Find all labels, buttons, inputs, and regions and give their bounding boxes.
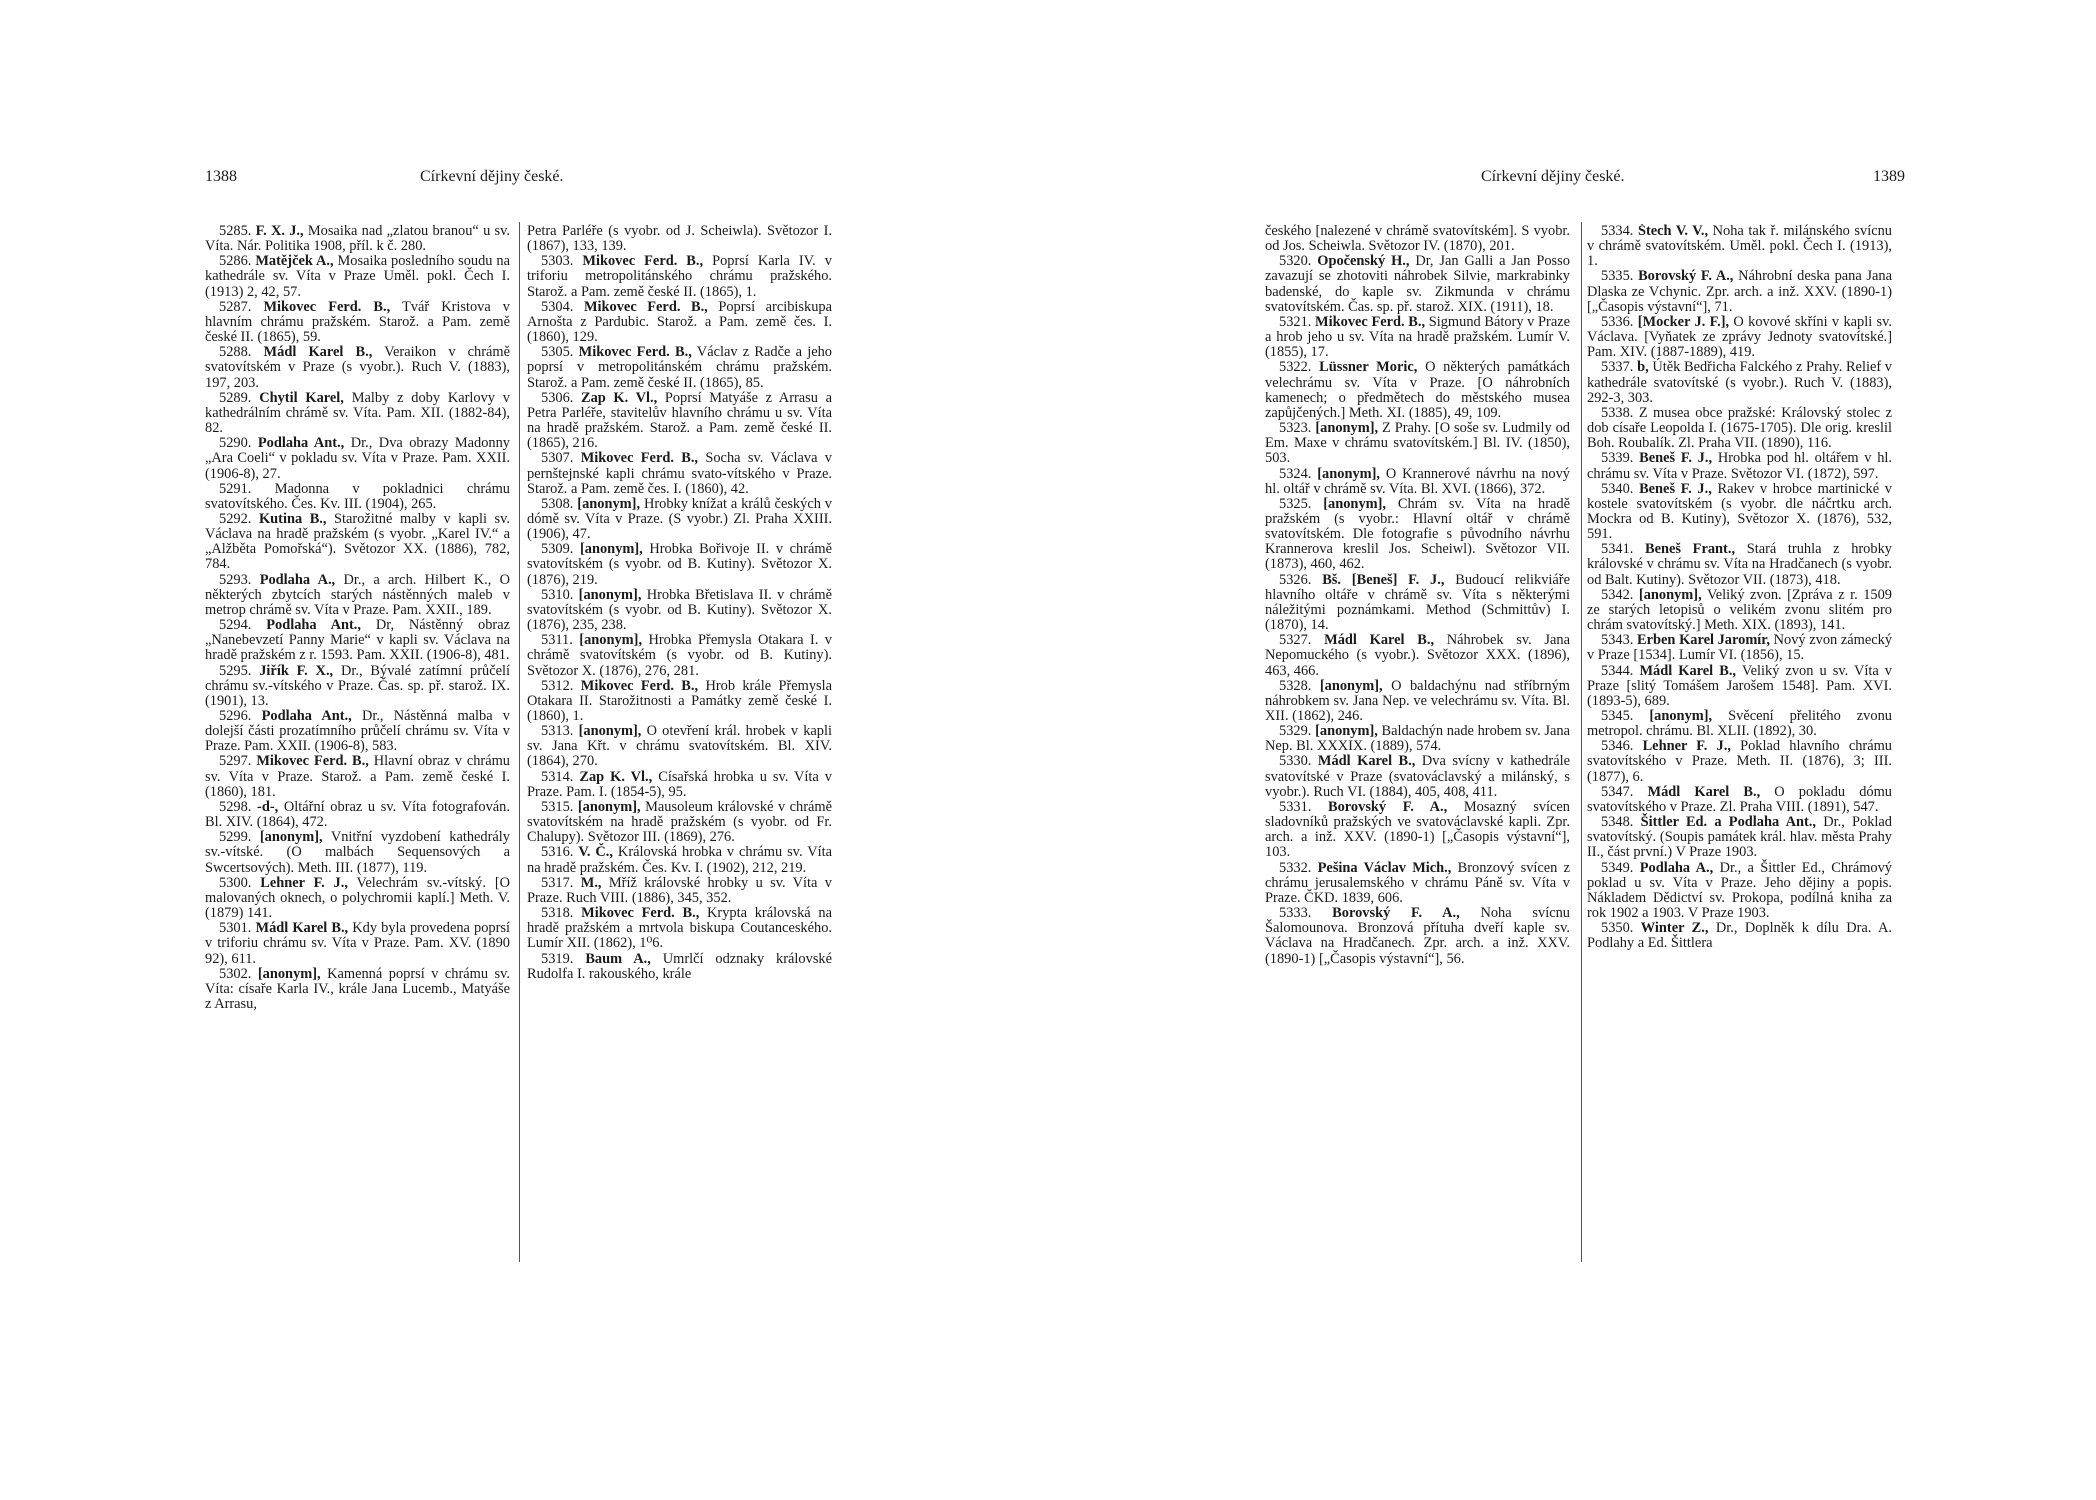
entry-author: [anonym], [580, 541, 643, 558]
entry-author: Mikovec Ferd. B., [580, 450, 699, 467]
entry-text: Malby z doby Karlovy v kathedrálním chrámě sv. Víta. Pam. XII. (1882-84), 82. [205, 389, 510, 437]
bibliography-entry [527, 633, 832, 678]
entry-text: Dr., Doplněk k dílu Dra. A. Podlahy a Ed. Šittlera [1587, 920, 1892, 952]
entry-text: Veraikon v chrámě svatovítském v Praze (s vyobr.). Ruch V. (1883), 197, 203. [205, 344, 510, 391]
entry-number: 5313. [541, 723, 574, 740]
bibliography-entry [205, 830, 510, 875]
entry-number: 5320. [1279, 253, 1312, 270]
entry-text: Svěcení přelitého zvonu metropol. chrámu. Bl. XLII. (1892), 30. [1587, 708, 1892, 740]
entry-text: O některých památkách velechrámu sv. Víta v Praze. [O náhrobních kamenech; o předmětech do městského musea zapůjčených.] Meth. XI. (1885), 49, 109. [1265, 359, 1570, 421]
bibliography-entry [1265, 754, 1570, 799]
entry-author: [anonym], [1319, 677, 1383, 694]
entry-text: Noha tak ř. milánského svícnu v chrámě svatovítském. Uměl. pokl. Čech I. (1913), 1. [1587, 224, 1892, 270]
entry-text: Kamenná poprsí v chrámu sv. Víta: císaře Karla IV., krále Jana Lucemb., Matyáše z Arrasu, [205, 965, 510, 1012]
entry-author: [anonym], [1323, 495, 1387, 512]
bibliography-entry [1587, 315, 1892, 360]
entry-number: 5349. [1601, 859, 1634, 876]
entry-number: 5308. [541, 495, 574, 512]
entry-author: Mádl Karel B., [1647, 783, 1761, 800]
entry-text: Madonna v pokladnici chrámu svatovítského. Čes. Kv. III. (1904), 265. [205, 480, 510, 512]
entry-author: Matějček A., [255, 253, 334, 270]
entry-text: O kovové skříni v kapli sv. Václava. [Vyňatek ze zprávy Jednoty svatovítské.] Pam. XIV. (1887-1889), 419. [1587, 313, 1892, 361]
column-divider [1581, 222, 1582, 1262]
entry-number: 5312. [541, 677, 574, 694]
entry-number: 5332. [1279, 859, 1312, 876]
bibliography-entry [527, 542, 832, 587]
bibliography-entry [527, 679, 832, 724]
entry-text: Rakev v hrobce martinické v kostele svatovítském (s vyobr. dle náčrtku arch. Mockra od B. Kutiny), Světozor X. (1876), 532, 591. [1587, 480, 1892, 543]
entry-author: Lehner F. J., [260, 874, 348, 891]
entry-text: Poprsí arcibiskupa Arnošta z Pardubic. Starož. a Pam. země čes. I. (1860), 129. [527, 298, 832, 346]
entry-text: Velechrám sv.-vítský. [O malovaných oknech, o polychromii kaplí.] Meth. V. (1879) 141. [205, 874, 510, 922]
right-page [1265, 0, 1905, 1500]
entry-text: Hrobka Břetislava II. v chrámě svatovítském (s vyobr. od B. Kutiny). Světozor X. (1876), 235, 238. [527, 586, 832, 634]
entry-text: Císařská hrobka u sv. Víta v Praze. Pam. I. (1854-5), 95. [527, 768, 832, 800]
entry-number: 5344. [1601, 662, 1634, 679]
entry-number: 5294. [219, 617, 252, 634]
entry-author: Podlaha A., [1639, 859, 1714, 876]
running-title: Církevní dějiny české. [420, 168, 564, 185]
entry-text: Hrob krále Přemysla Otakara II. Starožitnosti a Památky země české I. (1860), 1. [527, 677, 832, 724]
entry-number: 5310. [541, 586, 574, 603]
entry-text: Stará truhla z hrobky královské v chrámu sv. Víta na Hradčanech (s vyobr. od Balt. Kutiny). Světozor VII. (1873), 418. [1587, 541, 1892, 588]
entry-text: Náhrobní deska pana Jana Dlaska ze Vchynic. Zpr. arch. a inž. XXV. (1890-1) [„Časopis výstavní“], 71. [1587, 268, 1892, 315]
entry-number: 5307. [541, 450, 574, 467]
bibliography-entry [1265, 633, 1570, 678]
entry-text: Hrobka Přemysla Otakara I. v chrámě svatovítském (s vyobr. od B. Kutiny). Světozor X. (1876), 276, 281. [527, 632, 832, 679]
bibliography-entry [1265, 224, 1570, 254]
entry-number: 5314. [541, 768, 574, 785]
entry-number: 5341. [1601, 541, 1634, 558]
entry-number: 5317. [541, 874, 574, 891]
entry-author: Mikovec Ferd. B., [581, 905, 700, 922]
bibliography-entry [205, 512, 510, 573]
entry-text: Umrlčí odznaky královské Rudolfa I. rakouského, krále [527, 950, 832, 982]
entry-author: [anonym], [1649, 708, 1713, 724]
entry-number: 5348. [1601, 814, 1634, 831]
entry-text: Útěk Bedřicha Falckého z Prahy. Relief v kathedrále svatovítské (s vyobr.). Ruch V. (1883), 292-3, 303. [1587, 359, 1892, 406]
running-title: Církevní dějiny české. [1481, 168, 1625, 185]
entry-number: 5318. [541, 905, 574, 922]
page-header [1265, 168, 1905, 192]
entry-text: Hrobka Bořivoje II. v chrámě svatovítském (s vyobr. od B. Kutiny). Světozor X. (1876), 219. [527, 541, 832, 588]
entry-author: Mádl Karel B., [1639, 662, 1737, 679]
bibliography-entry [527, 845, 832, 875]
entry-number: 5285. [219, 224, 252, 239]
entry-number: 5325. [1279, 495, 1312, 512]
bibliography-entry [205, 224, 510, 254]
entry-text: Poprsí Matyáše z Arrasu a Petra Parléře, stavitelův hlavního chrámu u sv. Víta na hradě pražském. Starož. a Pam. země české II. (1865), 216. [527, 389, 832, 452]
bibliography-entry [205, 754, 510, 799]
entry-author: V. Č., [578, 844, 613, 861]
entry-number: 5293. [219, 571, 252, 588]
entry-text: Mosaika nad „zlatou branou“ u sv. Víta. Nár. Politika 1908, příl. k č. 280. [205, 224, 510, 255]
bibliography-entry [1587, 224, 1892, 269]
entry-text: Hlavní obraz v chrámu sv. Víta v Praze. Starož. a Pam. země české I. (1860), 181. [205, 753, 510, 800]
bibliography-entry [527, 952, 832, 982]
bibliography-entry [205, 967, 510, 1012]
entry-author: Beneš Frant., [1645, 541, 1736, 558]
entry-number: 5345. [1601, 708, 1634, 724]
entry-number: 5322. [1279, 359, 1312, 376]
entry-author: Podlaha Ant., [261, 708, 352, 724]
entry-number: 5336. [1601, 313, 1634, 330]
entry-author: Mikovec Ferd. B., [582, 253, 704, 270]
entry-number: 5316. [541, 844, 574, 861]
entry-text: Socha sv. Václava v pernštejnské kapli chrámu svato-vítského v Praze. Starož. a Pam. země čes. I. (1860), 42. [527, 450, 832, 497]
bibliography-entry [1265, 254, 1570, 315]
entry-author: Mádl Karel B., [1317, 753, 1416, 770]
bibliography-entry [1265, 906, 1570, 967]
bibliography-entry [527, 800, 832, 845]
entry-number: 5297. [219, 753, 252, 770]
bibliography-entry [205, 300, 510, 345]
bibliography-entry [205, 345, 510, 390]
entry-author: Chytil Karel, [259, 389, 344, 406]
entry-text: Krypta královská na hradě pražském a mrtvola biskupa Coutanceského. Lumír XII. (1862), 1⁰6. [527, 905, 832, 952]
bibliography-entry [527, 497, 832, 542]
entry-text: Vnitřní vyzdobení kathedrály sv.-vítské. (O malbách Sequensových a Swcertsových). Meth. III. (1877), 119. [205, 829, 510, 876]
entry-number: 5303. [541, 253, 574, 270]
column-divider [519, 222, 520, 1262]
bibliography-entry [527, 770, 832, 800]
entry-number: 5340. [1601, 480, 1634, 497]
entry-author: b, [1637, 359, 1649, 376]
bibliography-entry [205, 800, 510, 830]
entry-text: Dr., Dva obrazy Madonny „Ara Coeli“ v pokladu sv. Víta v Praze. Pam. XXII. (1906-8), 27. [205, 435, 510, 482]
bibliography-entry [1265, 360, 1570, 421]
bibliography-entry [205, 921, 510, 966]
entry-author: Mádl Karel B., [255, 920, 349, 937]
entry-number: 5305. [541, 344, 574, 361]
entry-number: 5301. [219, 920, 252, 937]
entry-author: F. X. J., [255, 224, 304, 239]
entry-author: Mikovec Ferd. B., [263, 298, 391, 315]
entry-number: 5291. [219, 480, 252, 497]
entry-text: Dr., a arch. Hilbert K., O některých zbytcích starých nástěnných maleb v metrop chrámě sv. Víta v Praze. Pam. XXII., 189. [205, 571, 510, 618]
entry-text: Baldachýn nade hrobem sv. Jana Nep. Bl. XXXIX. (1889), 574. [1265, 723, 1570, 755]
column [527, 224, 832, 1264]
entry-number: 5309. [541, 541, 574, 558]
column [205, 224, 510, 1264]
entry-author: [anonym], [579, 632, 643, 649]
entry-text: O baldachýnu nad stříbrným náhrobkem sv. Jana Nep. ve velechrámu sv. Víta. Bl. XII. (1862), 246. [1265, 677, 1570, 724]
bibliography-entry [1587, 406, 1892, 451]
bibliography-entry [1587, 633, 1892, 663]
bibliography-entry [1587, 709, 1892, 739]
entry-number: 5333. [1279, 905, 1312, 922]
entry-text: Kdy byla provedena poprsí v triforiu chrámu sv. Víta v Praze. Pam. XV. (1890 92), 611. [205, 920, 510, 967]
bibliography-entry [1265, 861, 1570, 906]
bibliography-entry [527, 876, 832, 906]
entry-text: Nový zvon zámecký v Praze [1534]. Lumír VI. (1856), 15. [1587, 632, 1892, 664]
entry-number: 5290. [219, 435, 252, 452]
page-number: 1389 [1873, 168, 1905, 185]
entry-text: Veliký zvon. [Zpráva z r. 1509 ze starých letopisů o velikém zvonu slitém pro chrám svatovítský.] Meth. XIX. (1893), 141. [1587, 586, 1892, 634]
bibliography-entry [1265, 497, 1570, 573]
entry-number: 5287. [219, 298, 252, 315]
bibliography-entry [527, 224, 832, 254]
entry-author: Mikovec Ferd. B., [578, 344, 692, 361]
entry-author: [Mocker J. F.], [1637, 313, 1730, 330]
entry-author: Opočenský H., [1317, 253, 1410, 270]
entry-text: Václav z Radče a jeho poprsí v metropolitánském chrámu pražském. Starož. a Pam. země české II. (1865), 85. [527, 344, 832, 391]
entry-author: M., [580, 874, 602, 891]
entry-text: Královská hrobka v chrámu sv. Víta na hradě pražském. Čes. Kv. I. (1902), 212, 219. [527, 844, 832, 876]
entry-number: 5337. [1601, 359, 1634, 376]
page-number: 1388 [205, 168, 237, 185]
entry-number: 5319. [541, 950, 574, 967]
entry-author: [anonym], [578, 723, 642, 740]
bibliography-entry [527, 391, 832, 452]
entry-author: [anonym], [1315, 420, 1379, 437]
entry-author: Baum A., [585, 950, 651, 967]
entry-author: Lehner F. J., [1642, 738, 1731, 755]
bibliography-entry [527, 254, 832, 299]
entry-text: Poklad hlavního chrámu svatovítského v Praze. Meth. II. (1876), 3; III. (1877), 6. [1587, 738, 1892, 785]
bibliography-entry [1587, 360, 1892, 405]
bibliography-entry [1265, 800, 1570, 861]
bibliography-entry [527, 724, 832, 769]
entry-author: Podlaha Ant., [257, 435, 345, 452]
bibliography-entry [1587, 664, 1892, 709]
entry-number: 5315. [541, 798, 574, 815]
bibliography-entry [1587, 921, 1892, 951]
entry-number: 5311. [541, 632, 573, 649]
entry-number: 5304. [541, 298, 574, 315]
entry-author: Lüssner Moric, [1319, 359, 1418, 376]
entry-text: Hrobky knížat a králů českých v dómě sv. Víta v Praze. (S vyobr.) Zl. Praha XXIII. (1906), 47. [527, 495, 832, 543]
entry-author: [anonym], [577, 495, 641, 512]
entry-text: Tvář Kristova v hlavním chrámu pražském. Starož. a Pam. země české II. (1865), 59. [205, 298, 510, 346]
entry-number: 5324. [1279, 465, 1312, 482]
bibliography-entry [1265, 679, 1570, 724]
column [1265, 224, 1570, 1264]
entry-text: Mříž královské hrobky u sv. Víta v Praze. Ruch VIII. (1886), 345, 352. [527, 874, 832, 906]
entry-number: 5323. [1279, 420, 1312, 437]
entry-number: 5326. [1279, 571, 1312, 588]
entry-text: Budoucí relikviáře hlavního oltáře v chrámě sv. Víta s některými náležitými poznámkami. Method (Schmittův) I. (1870), 14. [1265, 571, 1570, 634]
entry-author: Mikovec Ferd. B., [583, 298, 708, 315]
entry-author: [anonym], [259, 829, 323, 846]
bibliography-entry [205, 391, 510, 436]
entry-author: -d-, [257, 798, 279, 815]
entry-number: 5347. [1601, 783, 1634, 800]
bibliography-entry [527, 300, 832, 345]
entry-number: 5343. [1601, 632, 1634, 649]
entry-text: Sigmund Bátory v Praze a hrob jeho u sv. Víta na hradě pražském. Lumír V. (1855), 17. [1265, 313, 1570, 361]
bibliography-entry [1587, 482, 1892, 543]
bibliography-entry [205, 436, 510, 481]
bibliography-entry [527, 588, 832, 633]
bibliography-entry [1587, 542, 1892, 587]
column [1587, 224, 1892, 1264]
entry-text: Poprsí Karla IV. v triforiu metropolitánského chrámu pražského. Starož. a Pam. země české II. (1865), 1. [527, 253, 832, 300]
entry-author: Mádl Karel B., [263, 344, 373, 361]
entry-number: 5329. [1279, 723, 1312, 740]
entry-number: 5350. [1601, 920, 1634, 937]
entry-author: Jiřík F. X., [259, 662, 334, 679]
bibliography-entry [1587, 785, 1892, 815]
bibliography-entry [205, 482, 510, 512]
entry-number: 5327. [1279, 632, 1312, 649]
entry-text: O otevření král. hrobek v kapli sv. Jana Křt. v chrámu svatovítském. Bl. XIV. (1864), 270. [527, 723, 832, 770]
entry-text: Náhrobek sv. Jana Nepomuckého (s vyobr.). Světozor XXX. (1896), 463, 466. [1265, 632, 1570, 679]
entry-author: Pešina Václav Mich., [1317, 859, 1452, 876]
entry-number: 5334. [1601, 224, 1634, 239]
entry-text: Dr, Nástěnný obraz „Nanebevzetí Panny Marie“ v kapli sv. Václava na hradě pražském z r. 1593. Pam. XXII. (1906-8), 481. [205, 617, 510, 664]
entry-text: O pokladu dómu svatovítského v Praze. Zl. Praha VIII. (1891), 547. [1587, 783, 1892, 815]
entry-number: 5330. [1279, 753, 1312, 770]
entry-text: Mosaika posledního soudu na kathedrále sv. Víta v Praze Uměl. pokl. Čech I. (1913) 2, 42, 57. [205, 253, 510, 300]
entry-number: 5299. [219, 829, 252, 846]
entry-number: 5302. [219, 965, 252, 982]
entry-text: Mausoleum královské v chrámě svatovítském na hradě pražském (s vyobr. od Fr. Chalupy). Světozor III. (1869), 276. [527, 798, 832, 846]
entry-author: [anonym], [577, 798, 641, 815]
entry-author: [anonym], [1315, 723, 1378, 740]
entry-number: 5306. [541, 389, 574, 406]
entry-text: Dr., Bývalé zatímní průčelí chrámu sv.-vítského v Praze. Čas. sp. př. starož. IX. (1901), 13. [205, 662, 510, 709]
bibliography-entry [205, 876, 510, 921]
bibliography-entry [1265, 315, 1570, 360]
entry-text: Dr, Jan Galli a Jan Posso zavazují se zhotoviti náhrobek Silvie, markrabinky badenské, do kaple sv. Zikmunda v chrámu svatovítském. Čas. sp. př. starož. XIX. (1911), 18. [1265, 253, 1570, 315]
entry-author: Podlaha Ant., [266, 617, 362, 634]
bibliography-entry [1587, 451, 1892, 481]
entry-author: Mikovec Ferd. B., [580, 677, 699, 694]
bibliography-entry [1587, 269, 1892, 314]
entry-author: Mádl Karel B., [1324, 632, 1435, 649]
entry-author: Winter Z., [1640, 920, 1709, 937]
bibliography-entry [205, 709, 510, 754]
bibliography-entry [205, 618, 510, 663]
bibliography-entry [1587, 861, 1892, 922]
bibliography-entry [527, 345, 832, 390]
entry-number: 5300. [219, 874, 252, 891]
entry-number: 5295. [219, 662, 252, 679]
entry-author: Borovský F. A., [1328, 798, 1448, 815]
entry-author: Beneš F. J., [1639, 480, 1712, 497]
entry-number: 5328. [1279, 677, 1312, 694]
entry-text: Dr., Nástěnná malba v dolejší části prozatímního průčelí chrámu sv. Víta v Praze. Pam. XXII. (1906-8), 583. [205, 708, 510, 755]
entry-number: 5292. [219, 510, 252, 527]
entry-number: 5289. [219, 389, 252, 406]
bibliography-entry [1587, 739, 1892, 784]
entry-text: Mosazný svícen sladovníků pražských ve svatováclavské kapli. Zpr. arch. a inž. XXV. (1890-1) [„Časopis výstavní“], 103. [1265, 798, 1570, 861]
entry-author: [anonym], [1317, 465, 1381, 482]
entry-number: 5321. [1279, 313, 1312, 330]
entry-text: O Krannerové návrhu na nový hl. oltář v chrámě sv. Víta. Bl. XVI. (1866), 372. [1265, 465, 1570, 497]
entry-author: Mikovec Ferd. B., [256, 753, 369, 770]
entry-author: [anonym], [1638, 586, 1702, 603]
left-page [205, 0, 843, 1500]
entry-author: [anonym], [578, 586, 642, 603]
entry-text: Oltářní obraz u sv. Víta fotografován. Bl. XIV. (1864), 472. [205, 798, 510, 831]
bibliography-entry [205, 254, 510, 299]
entry-author: Zap K. Vl., [579, 768, 653, 785]
entry-number: 5335. [1601, 268, 1634, 285]
entry-text: Chrám sv. Víta na hradě pražském (s vyobr.: Hlavní oltář v chrámě svatovítském. Dle fotografie s původního návrhu Krannerova kreslil Jos. Scheiwl). Světozor VII. (1873), 460, 462. [1265, 495, 1570, 573]
entry-number: 5296. [219, 708, 252, 724]
entry-number: 5339. [1601, 450, 1634, 467]
bibliography-entry [1265, 467, 1570, 497]
entry-author: Borovský F. A., [1638, 268, 1734, 285]
entry-author: Erben Karel Jaromír, [1637, 632, 1770, 649]
entry-text: Starožitné malby v kapli sv. Václava na hradě pražském (s vyobr. „Karel IV.“ a „Alžběta Pomořská“). Světozor XX. (1886), 782, 784. [205, 510, 510, 573]
entry-number: 5288. [219, 344, 252, 361]
page-header [205, 168, 843, 192]
entry-author: Beneš F. J., [1639, 450, 1713, 467]
entry-text: Dr., a Šittler Ed., Chrámový poklad u sv. Víta v Praze. Jeho dějiny a popis. Nákladem Dědictví sv. Prokopa, podílná kniha za rok 1902 a 1903. V Praze 1903. [1587, 859, 1892, 922]
entry-author: Borovský F. A., [1332, 905, 1460, 922]
bibliography-entry [1587, 588, 1892, 633]
bibliography-entry [1265, 573, 1570, 634]
entry-text: Noha svícnu Šalomounova. Bronzová přítuha dveří kaple sv. Václava na Hradčanech. Zpr. arch. a inž. XXV. (1890-1) [„Časopis výstavní“], 56. [1265, 905, 1570, 967]
entry-text: Petra Parléře (s vyobr. od J. Scheiwla). Světozor I. (1867), 133, 139. [527, 224, 832, 255]
entry-author: Podlaha A., [259, 571, 336, 588]
bibliography-entry [1265, 421, 1570, 466]
entry-author: Kutina B., [258, 510, 327, 527]
entry-author: Šittler Ed. a Podlaha Ant., [1640, 814, 1816, 831]
entry-number: 5342. [1601, 586, 1634, 603]
bibliography-entry [205, 573, 510, 618]
entry-text: Dva svícny v kathedrále svatovítské v Praze (svatováclavský a milánský, s vyobr.). Ruch VI. (1884), 405, 408, 411. [1265, 753, 1570, 800]
bibliography-entry [527, 906, 832, 951]
entry-number: 5286. [219, 253, 252, 270]
entry-text: Dr., Poklad svatovítský. (Soupis památek král. hlav. města Prahy II., část první.) V Praze 1903. [1587, 814, 1892, 861]
entry-text: Bronzový svícen z chrámu jerusalemského v chrámu Páně sv. Víta v Praze. ČKD. 1839, 606. [1265, 859, 1570, 906]
entry-text: českého [nalezené v chrámě svatovítském]. S vyobr. od Jos. Scheiwla. Světozor IV. (1870), 201. [1265, 224, 1570, 255]
entry-author: Mikovec Ferd. B., [1315, 313, 1426, 330]
entry-author: [anonym], [257, 965, 321, 982]
bibliography-entry [1587, 815, 1892, 860]
entry-number: 5338. [1601, 404, 1634, 421]
entry-author: Zap K. Vl., [581, 389, 658, 406]
entry-text: Z musea obce pražské: Královský stolec z dob císaře Leopolda I. (1675-1705). Dle orig. kreslil Boh. Roubalík. Zl. Praha VII. (1890), 116. [1587, 404, 1892, 452]
bibliography-entry [527, 451, 832, 496]
entry-author: Bš. [Beneš] F. J., [1322, 571, 1445, 588]
entry-number: 5346. [1601, 738, 1634, 755]
entry-number: 5331. [1279, 798, 1312, 815]
entry-text: Z Prahy. [O soše sv. Ludmily od Em. Maxe v chrámu svatovítském.] Bl. IV. (1850), 503. [1265, 420, 1570, 467]
entry-text: Veliký zvon u sv. Víta v Praze [slitý Tomášem Jarošem 1548]. Pam. XVI. (1893-5), 689. [1587, 662, 1892, 709]
entry-text: Hrobka pod hl. oltářem v hl. chrámu sv. Víta v Praze. Světozor VI. (1872), 597. [1587, 450, 1892, 482]
bibliography-entry [1265, 724, 1570, 754]
entry-author: Štech V. V., [1637, 224, 1709, 239]
entry-number: 5298. [219, 798, 252, 815]
bibliography-entry [205, 664, 510, 709]
